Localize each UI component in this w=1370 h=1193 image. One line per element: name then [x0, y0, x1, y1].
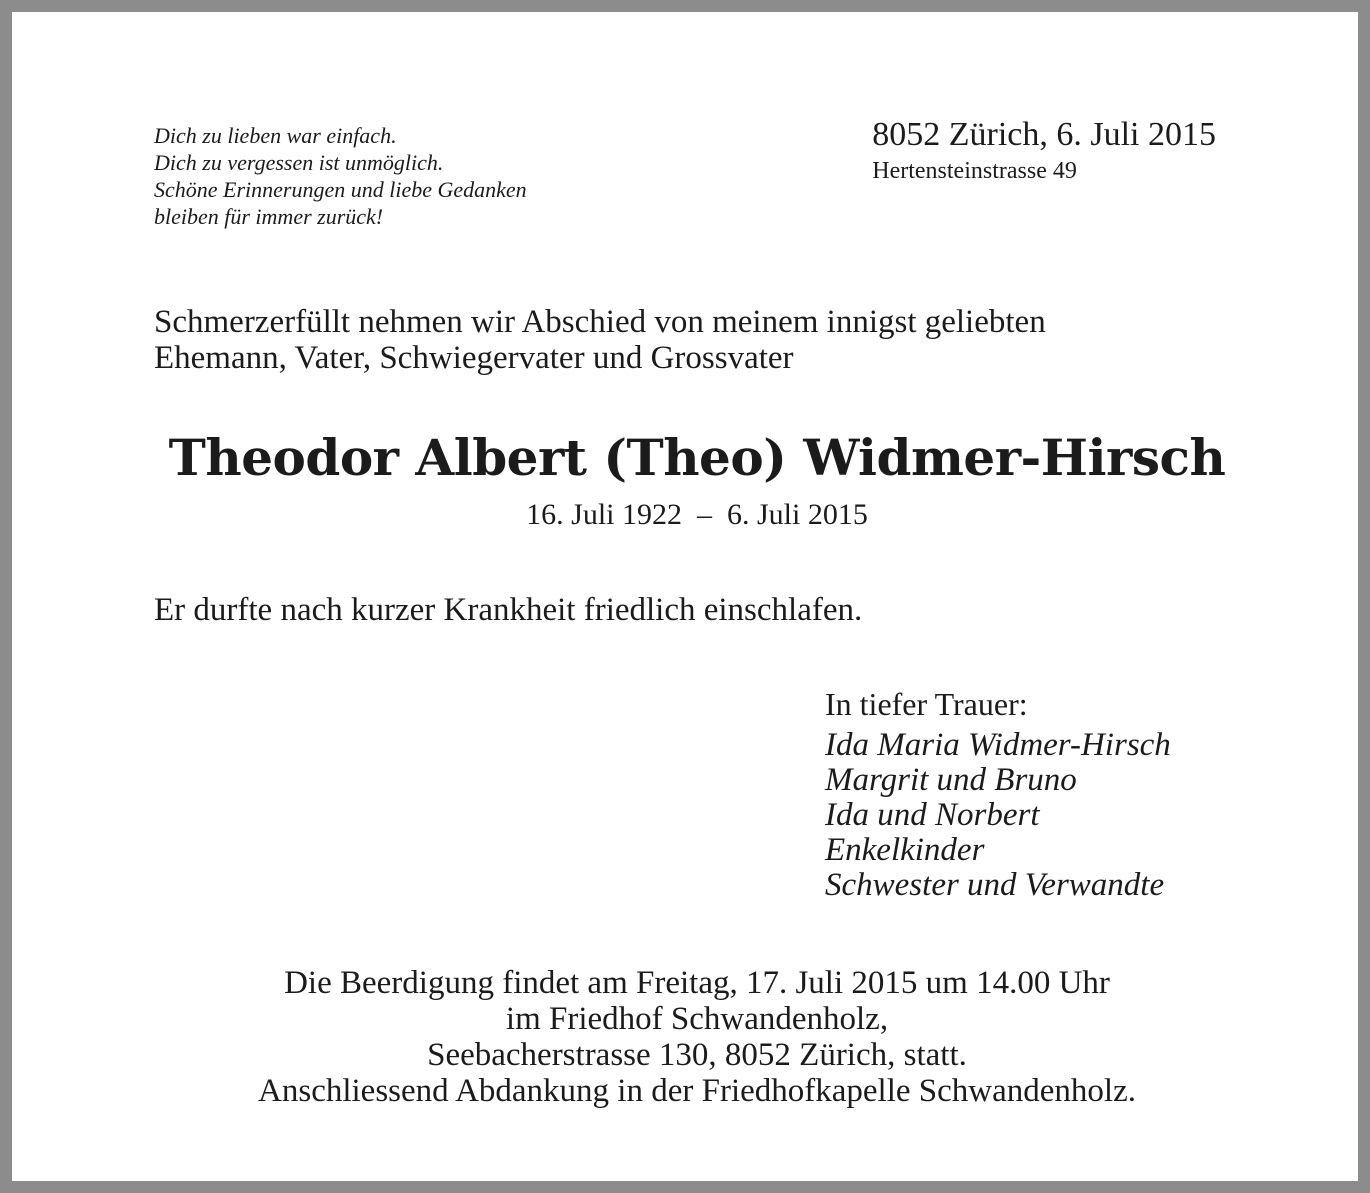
mourner-name: Ida Maria Widmer-Hirsch — [825, 727, 1171, 763]
place-and-date — [872, 115, 1216, 187]
passing-statement: Er durfte nach kurzer Krankheit friedlich einschlafen. — [154, 592, 863, 628]
deceased-name: Theodor Albert (Theo) Widmer-Hirsch — [168, 428, 1226, 487]
mourners-block — [825, 684, 1171, 903]
intro-text — [154, 304, 1046, 376]
quote-line: Schöne Erinnerungen und liebe Gedanken — [154, 177, 527, 202]
funeral-line: im Friedhof Schwandenholz, — [505, 1001, 889, 1037]
mourners-heading: In tiefer Trauer: — [825, 686, 1028, 722]
quote-line: bleiben für immer zurück! — [154, 204, 384, 229]
mourner-name: Enkelkinder — [825, 832, 985, 868]
place-date: 8052 Zürich, 6. Juli 2015 — [872, 116, 1216, 153]
mourner-name: Schwester und Verwandte — [825, 867, 1165, 903]
quote-line: Dich zu lieben war einfach. — [154, 123, 397, 148]
intro-line: Schmerzerfüllt nehmen wir Abschied von meinem innigst geliebten — [154, 304, 1046, 340]
mourner-name: Margrit und Bruno — [825, 762, 1077, 798]
mourner-name: Ida und Norbert — [825, 797, 1040, 833]
funeral-line: Anschliessend Abdankung in der Friedhofkapelle Schwandenholz. — [258, 1073, 1136, 1109]
intro-line: Ehemann, Vater, Schwiegervater und Grossvater — [154, 340, 794, 376]
funeral-line: Seebacherstrasse 130, 8052 Zürich, statt. — [427, 1037, 967, 1073]
quote-line: Dich zu vergessen ist unmöglich. — [154, 150, 444, 175]
memorial-quote — [154, 122, 527, 230]
funeral-line: Die Beerdigung findet am Freitag, 17. Juli 2015 um 14.00 Uhr — [284, 965, 1110, 1001]
mourners-list — [825, 728, 1171, 903]
street-address: Hertensteinstrasse 49 — [872, 158, 1077, 184]
funeral-details — [12, 965, 1370, 1109]
lifespan-dates: 16. Juli 1922 – 6. Juli 2015 — [526, 498, 868, 531]
